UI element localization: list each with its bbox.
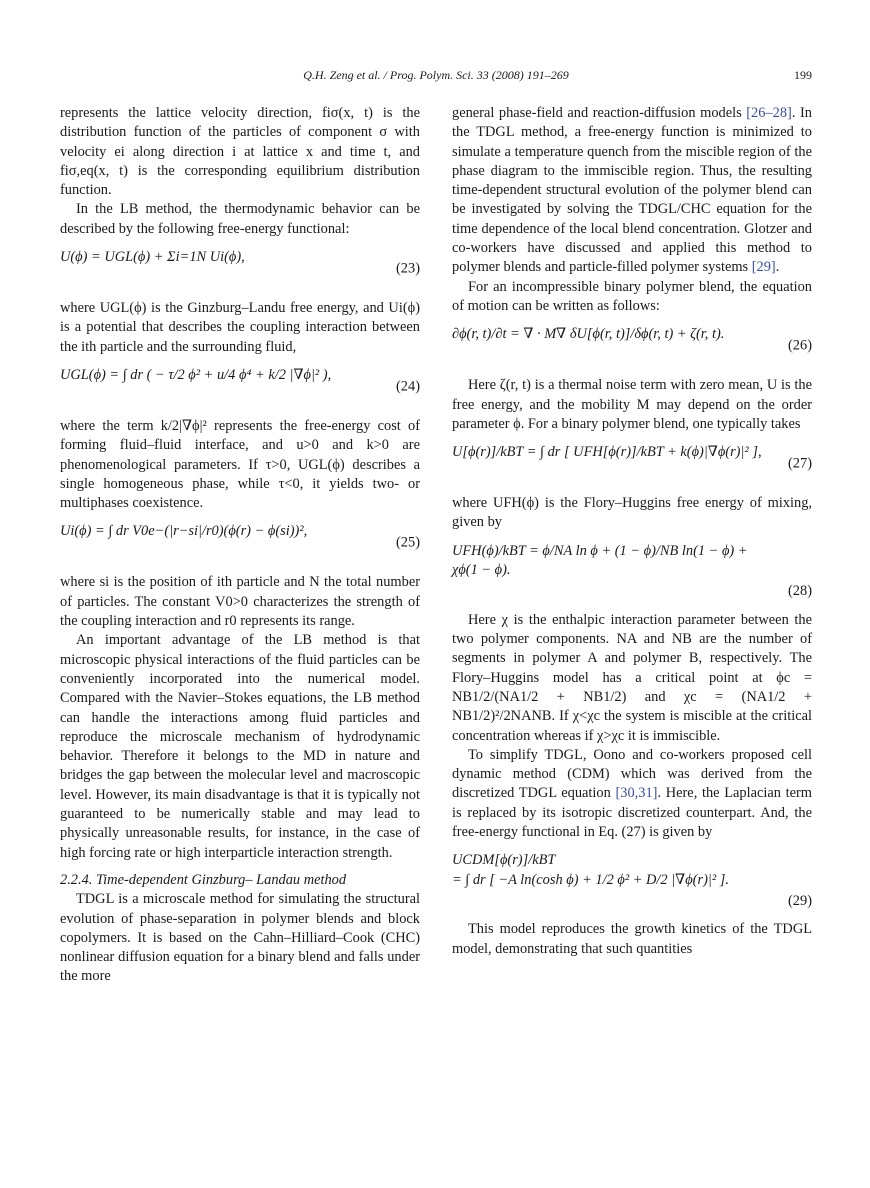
paragraph: where si is the position of ith particle and N the total number of particles. The constant V0>0 characterizes the strength of the coupling interaction and r0 represents its range. — [60, 574, 420, 630]
equation-number: (28) — [788, 583, 812, 600]
equation-number: (24) — [396, 378, 420, 395]
equation-expression: UCDM[ϕ(r)]/kBT — [452, 852, 556, 869]
equation-expression: U[ϕ(r)]/kBT = ∫ dr [ UFH[ϕ(r)]/kBT + k(ϕ)|∇ϕ(r)|² ], — [452, 444, 762, 461]
equation-expression: Ui(ϕ) = ∫ dr V0e−(|r−si|/r0)(ϕ(r) − ϕ(si))², — [60, 523, 308, 540]
equation-expression: UGL(ϕ) = ∫ dr ( − τ/2 ϕ² + u/4 ϕ⁴ + k/2 |∇ϕ|² ), — [60, 366, 332, 383]
paragraph: general phase-field and reaction-diffusion models [26–28]. In the TDGL method, a free-energy function is minimized to simulate a temperature quench from the miscible region of the phase diagram to the immiscible region. Thus, the resulting time-dependent structural evolution of the polymer blend can be investigated by solving the TDGL/CHC equation for the time dependence of the local blend concentration. Glotzer and co-workers have discussed and applied this method to polymer blends and particle-filled polymer systems [29]. — [452, 105, 812, 276]
paragraph: Here χ is the enthalpic interaction parameter between the two polymer components. NA and NB are the number of segments in polymer A and polymer B, respectively. The Flory–Huggins model has a critical point at ϕc = NB1/2/(NA1/2 + NB1/2) and χc = (NA1/2 + NB1/2)²/2NANB. If χ<χc the system is miscible at the critical concentration whereas if χ>χc it is immiscible. — [452, 611, 812, 744]
paragraph: TDGL is a microscale method for simulating the structural evolution of phase-separation in polymer blends and block copolymers. It is based on the Cahn–Hilliard–Cook (CHC) nonlinear diffusion equation for a binary blend and falls under the more — [60, 891, 420, 985]
equation-expression: UFH(ϕ)/kBT = ϕ/NA ln ϕ + (1 − ϕ)/NB ln(1 − ϕ) + χϕ(1 − ϕ). — [452, 542, 748, 579]
equation-number: (27) — [788, 455, 812, 472]
citation-link[interactable]: [30,31] — [615, 785, 658, 802]
paragraph: To simplify TDGL, Oono and co-workers proposed cell dynamic method (CDM) which was derived from the discretized TDGL equation [30,31]. Here, the Laplacian term is replaced by its isotropic discretized counterpart. And, the free-energy functional in Eq. (27) is given by — [452, 746, 812, 841]
page-header — [60, 68, 812, 86]
right-column — [452, 104, 812, 959]
citation-link[interactable]: [29] — [751, 259, 776, 276]
paragraph: This model reproduces the growth kinetics of the TDGL model, demonstrating that such quantities — [452, 921, 812, 957]
paragraph: For an incompressible binary polymer blend, the equation of motion can be written as follows: — [452, 278, 812, 314]
equation-expression: U(ϕ) = UGL(ϕ) + Σi=1N Ui(ϕ), — [60, 249, 245, 266]
equation-28 — [452, 542, 812, 602]
equation-number: (23) — [396, 260, 420, 277]
paragraph: represents the lattice velocity direction, fiσ(x, t) is the distribution function of the particles of component σ with velocity ei along direction i at lattice x and time t, and fiσ,eq(x, t) is the corresponding equilibrium distribution function. — [60, 105, 420, 199]
paragraph: An important advantage of the LB method is that microscopic physical interactions of the fluid particles can be conveniently incorporated into the numerical model. Compared with the Navier–Stokes equations, the LB method can handle the interactions among fluid particles and reproduce the microscale mechanism of hydrodynamic behavior. Therefore it belongs to the MD in nature and bridges the gap between the molecular level and macroscopic level. However, its main disadvantage is that it is typically not guaranteed to be numerically stable and may lead to physically unreasonable results, for instance, in the case of high forcing rate or high interparticle interaction strength. — [60, 632, 420, 861]
citation-link[interactable]: [26–28] — [746, 105, 792, 121]
equation-expression: = ∫ dr [ −A ln(cosh ϕ) + 1/2 ϕ² + D/2 |∇ϕ(r)|² ]. — [452, 871, 729, 888]
paragraph: where the term k/2|∇ϕ|² represents the free-energy cost of forming fluid–fluid interface, and u>0 and k>0 are phenomenological parameters. If τ>0, UGL(ϕ) describes a single homogeneous phase, while τ<0, it yields two- or multiphases coexistence. — [60, 417, 420, 512]
section-heading: 2.2.4. Time-dependent Ginzburg– Landau method — [60, 871, 347, 888]
running-title: Q.H. Zeng et al. / Prog. Polym. Sci. 33 (2008) 191–269 — [303, 68, 569, 82]
left-column — [60, 104, 420, 987]
equation-number: (25) — [396, 534, 420, 551]
paragraph: where UGL(ϕ) is the Ginzburg–Landu free energy, and Ui(ϕ) is a potential that describes the coupling interaction between the ith particle and the surrounding fluid, — [60, 300, 420, 355]
equation-23 — [60, 248, 420, 290]
equation-number: (29) — [788, 893, 812, 910]
page-number: 199 — [794, 68, 812, 82]
equation-29 — [452, 851, 812, 911]
equation-26 — [452, 325, 812, 367]
equation-expression: ∂ϕ(r, t)/∂t = ∇ · M∇ δU[ϕ(r, t)]/δϕ(r, t) + ζ(r, t). — [452, 326, 725, 343]
paragraph: Here ζ(r, t) is a thermal noise term with zero mean, U is the free energy, and the mobility M may depend on the order parameter ϕ. For a binary polymer blend, one typically takes — [452, 377, 812, 432]
equation-27 — [452, 443, 812, 485]
paragraph: where UFH(ϕ) is the Flory–Huggins free energy of mixing, given by — [452, 495, 812, 531]
equation-25 — [60, 522, 420, 564]
paragraph: In the LB method, the thermodynamic behavior can be described by the following free-energy functional: — [60, 201, 420, 237]
equation-24 — [60, 366, 420, 408]
equation-number: (26) — [788, 337, 812, 354]
